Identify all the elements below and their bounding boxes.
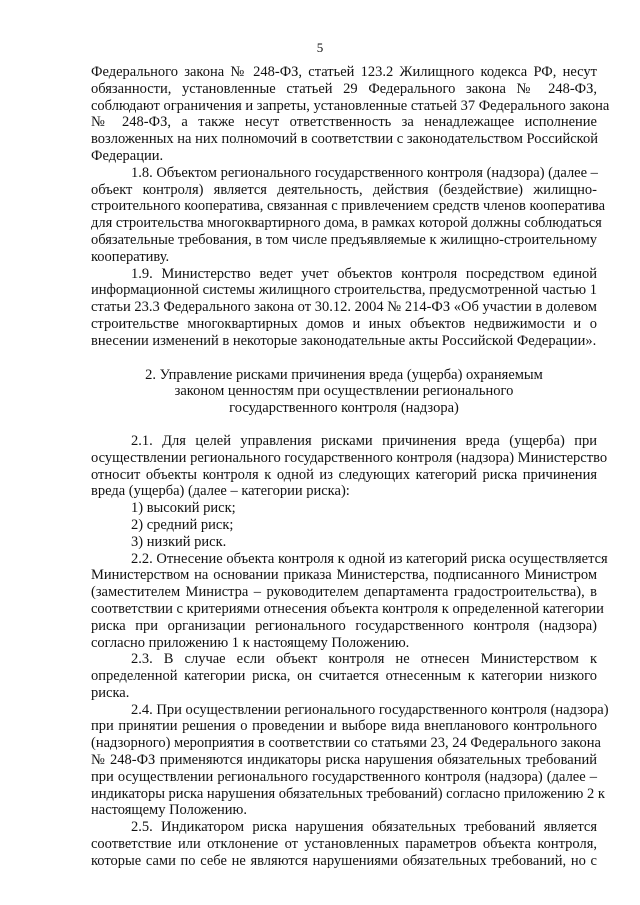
section-2-heading	[91, 367, 597, 417]
paragraph-2-3	[91, 651, 597, 701]
page-number: 5	[316, 40, 324, 55]
paragraph-2-1	[91, 432, 608, 500]
paragraph-2-2	[91, 550, 608, 652]
paragraph-1-9	[91, 266, 597, 350]
text-line: при принятии решения о проведении и выборе вида внепланового контрольного	[91, 718, 597, 735]
text-line: обязательные требования, в том числе предъявляемые к жилищно-строительному	[91, 231, 597, 248]
text-line: обязанности, установленные статьей 29 Федерального закона № 248-ФЗ,	[91, 80, 597, 97]
text-line: настоящему Положению.	[91, 802, 247, 819]
text-line: которые сами по себе не являются нарушениями обязательных требований, но с	[91, 852, 597, 869]
text-line: соблюдают ограничения и запреты, установленные статьей 37 Федерального закона	[91, 97, 610, 114]
list-item: 3) низкий риск.	[131, 533, 227, 550]
text-line: относит объекты контроля к одной из следующих категорий риска причинения	[91, 466, 597, 483]
text-line: определенной категории риска, он считается отнесенным к категории низкого	[91, 668, 597, 685]
text-line: № 248-ФЗ применяются индикаторы риска нарушения обязательных требований	[91, 752, 597, 769]
text-line: осуществлении регионального государственного контроля (надзора) Министерство	[91, 449, 608, 466]
paragraph-intro-continuation	[91, 64, 610, 165]
text-line: вреда (ущерба) (далее – категории риска):	[91, 483, 350, 500]
heading-line: законом ценностям при осуществлении регионального	[174, 383, 514, 400]
text-line: риска.	[91, 684, 130, 701]
text-line: 2.1. Для целей управления рисками причинения вреда (ущерба) при	[131, 432, 597, 449]
text-line: (заместителем Министра – руководителем департамента градостроительства), в	[91, 584, 597, 601]
text-line: 1.8. Объектом регионального государственного контроля (надзора) (далее –	[131, 164, 598, 181]
text-line: (надзорного) мероприятия в соответствии со статьями 23, 24 Федерального закона	[91, 735, 601, 752]
list-item: 2) средний риск;	[131, 516, 234, 533]
text-line: риска при организации регионального государственного контроля (надзора)	[91, 617, 597, 634]
paragraph-1-8	[91, 164, 606, 266]
paragraph-2-4	[91, 701, 609, 820]
text-line: кооперативу.	[91, 248, 170, 265]
text-line: строительстве многоквартирных домов и иных объектов недвижимости и о	[91, 315, 597, 332]
text-line: 2.5. Индикатором риска нарушения обязательных требований является	[131, 819, 597, 836]
text-line: Федерации.	[91, 147, 164, 164]
risk-category-list	[91, 500, 597, 550]
text-line: строительного кооператива, связанная с привлечением средств членов кооператива	[91, 198, 606, 215]
text-line: при осуществлении регионального государственного контроля (надзора) (далее –	[91, 768, 597, 785]
text-line: 1.9. Министерство ведет учет объектов контроля посредством единой	[131, 265, 597, 282]
heading-line: 2. Управление рисками причинения вреда (ущерба) охраняемым	[145, 366, 543, 383]
text-line: статьи 23.3 Федерального закона от 30.12. 2004 № 214-ФЗ «Об участии в долевом	[91, 299, 597, 316]
text-line: индикаторы риска нарушения обязательных требований) согласно приложению 2 к	[91, 785, 605, 802]
text-line: Министерством на основании приказа Министерства, подписанного Министром	[91, 567, 597, 584]
text-line: для строительства многоквартирного дома, в рамках которой должны соблюдаться	[91, 215, 602, 232]
text-line: согласно приложению 1 к настоящему Положению.	[91, 634, 410, 651]
text-line: соответствии с критериями отнесения объекта контроля к определенной категории	[91, 600, 604, 617]
paragraph-2-5	[91, 819, 597, 869]
document-body	[91, 64, 610, 870]
text-line: Федерального закона № 248-ФЗ, статьей 123.2 Жилищного кодекса РФ, несут	[91, 64, 597, 80]
text-line: № 248-ФЗ, а также несут ответственность за ненадлежащее исполнение	[91, 114, 597, 131]
text-line: 2.2. Отнесение объекта контроля к одной из категорий риска осуществляется	[131, 550, 608, 567]
text-line: информационной системы жилищного строительства, предусмотренной частью 1	[91, 282, 597, 299]
text-line: 2.4. При осуществлении регионального государственного контроля (надзора)	[131, 701, 609, 718]
text-line: возложенных на них полномочий в соответствии с законодательством Российской	[91, 131, 598, 148]
text-line: соответствие или отклонение от установленных параметров объекта контроля,	[91, 836, 597, 853]
list-item: 1) высокий риск;	[131, 500, 236, 517]
text-line: внесении изменений в некоторые законодательные акты Российской Федерации».	[91, 332, 597, 349]
heading-line: государственного контроля (надзора)	[229, 400, 459, 417]
text-line: 2.3. В случае если объект контроля не отнесен Министерством к	[131, 651, 597, 668]
text-line: объект контроля) является деятельность, действия (бездействие) жилищно-	[91, 181, 597, 198]
